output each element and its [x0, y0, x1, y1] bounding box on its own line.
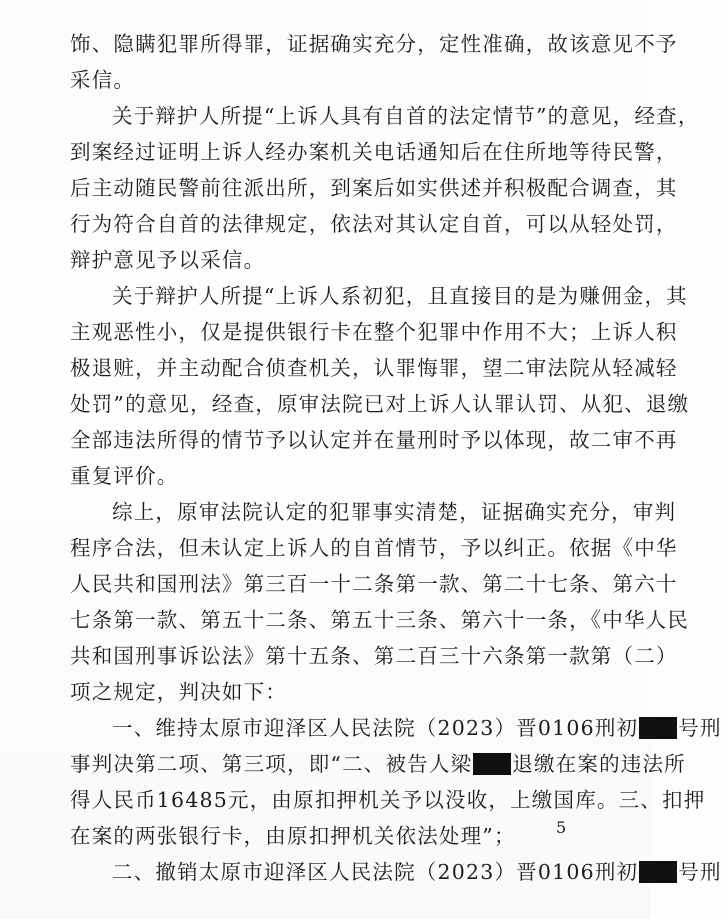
text-line: 人民共和国刑法》第三百一十二条第一款、第二十七条、第六十 [70, 572, 678, 596]
text-line: 到案经过证明上诉人经办案机关电话通知后在住所地等待民警， [70, 140, 678, 164]
text-line: 处罚”的意见，经查，原审法院已对上诉人认罪认罚、从犯、退缴 [70, 392, 690, 416]
text-line: 采信。 [70, 68, 136, 92]
text-line: 得人民币16485元，由原扣押机关予以没收，上缴国库。三、扣押 [70, 788, 706, 812]
judgment-item-2: 二、撤销太原市迎泽区人民法院（2023）晋0106刑初 号刑 [112, 860, 722, 884]
text-line: 在案的两张银行卡，由原扣押机关依法处理”； [70, 824, 516, 848]
paragraph-first-line: 综上，原审法院认定的犯罪事实清楚，证据确实充分，审判 [112, 500, 677, 524]
paragraph-first-line: 关于辩护人所提“上诉人系初犯，且直接目的是为赚佣金，其 [112, 284, 688, 308]
text-line: 极退赃，并主动配合侦查机关，认罪悔罪，望二审法院从轻减轻 [70, 356, 678, 380]
text-line: 后主动随民警前往派出所，到案后如实供述并积极配合调查，其 [70, 176, 678, 200]
text-line: 项之规定，判决如下： [70, 680, 287, 704]
redaction-block [639, 717, 677, 739]
text-line: 饰、隐瞒犯罪所得罪，证据确实充分，定性准确，故该意见不予 [70, 32, 678, 56]
redaction-block [473, 753, 511, 775]
paragraph-first-line: 关于辩护人所提“上诉人具有自首的法定情节”的意见，经查， [112, 104, 700, 128]
judgment-item-1: 一、维持太原市迎泽区人民法院（2023）晋0106刑初 号刑 [112, 716, 722, 740]
text-line: 共和国刑事诉讼法》第十五条、第二百三十六条第一款第（二） [70, 644, 678, 668]
text-line: 事判决第二项、第三项，即“二、被告人梁 退缴在案的违法所 [70, 752, 686, 776]
text-line: 行为符合自首的法律规定，依法对其认定自首，可以从轻处罚， [70, 212, 678, 236]
text-line: 重复评价。 [70, 464, 179, 488]
redaction-block [639, 861, 677, 883]
text-line: 程序合法，但未认定上诉人的自首情节，予以纠正。依据《中华 [70, 536, 678, 560]
text-line: 辩护意见予以采信。 [70, 248, 266, 272]
page-number: 5 [556, 818, 567, 837]
text-line: 主观恶性小，仅是提供银行卡在整个犯罪中作用不大；上诉人积 [70, 320, 678, 344]
text-line: 七条第一款、第五十二条、第五十三条、第六十一条，《中华人民 [70, 608, 690, 632]
text-line: 全部违法所得的情节予以认定并在量刑时予以体现，故二审不再 [70, 428, 678, 452]
